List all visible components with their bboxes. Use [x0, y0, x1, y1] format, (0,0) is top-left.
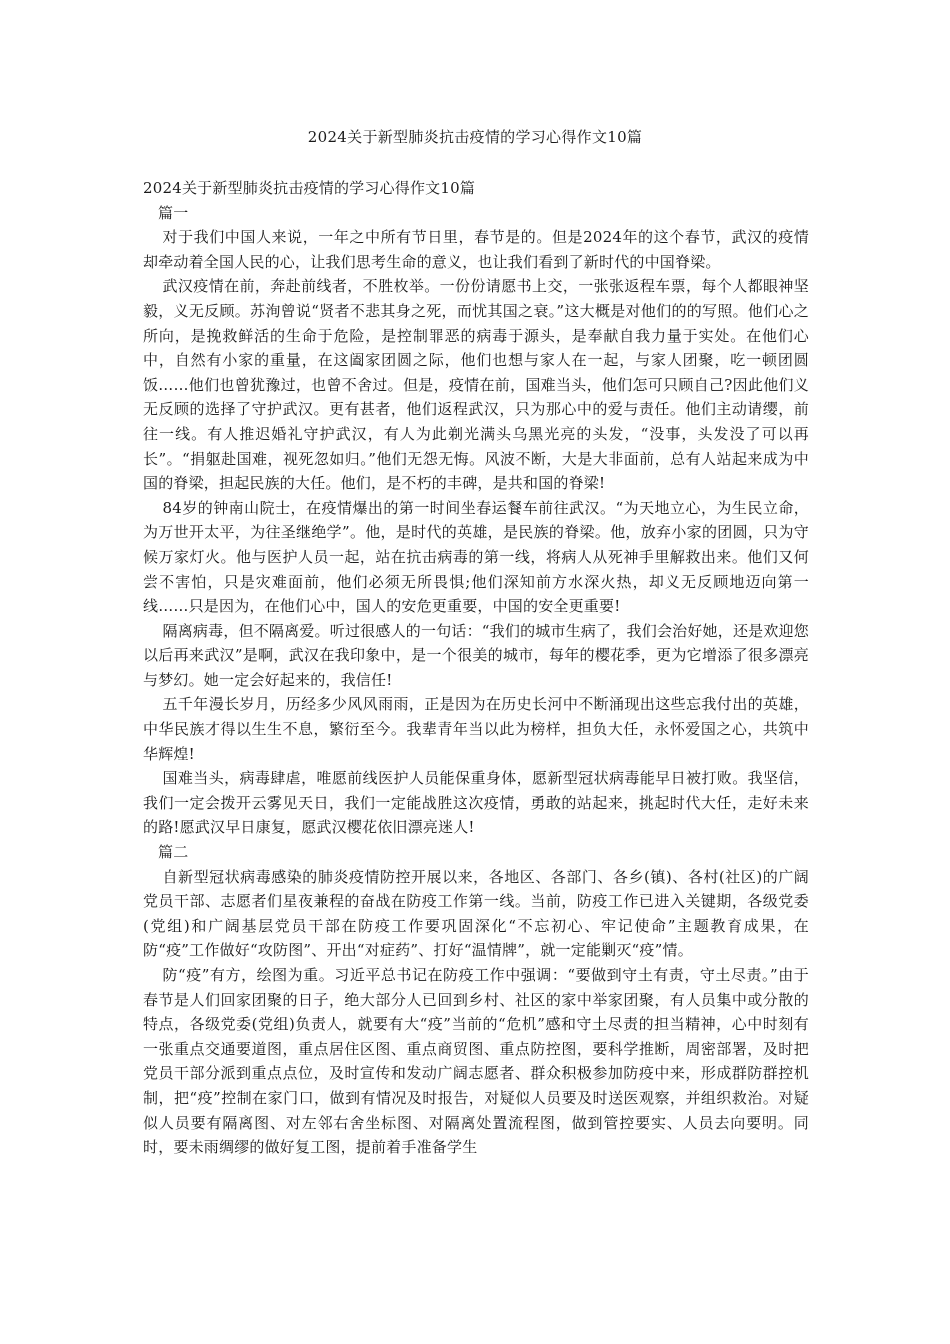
- paragraph: 防“疫”有方，绘图为重。习近平总书记在防疫工作中强调：“要做到守土有责，守土尽责。”由于春节是人们回家团聚的日子，绝大部分人已回到乡村、社区的家中举家团聚，有人员集中或分散的特点，各级党委(党组)负责人，就要有大“疫”当前的“危机”感和守土尽责的担当精神，心中时刻有一张重点交通要道图，重点居住区图、重点商贸图、重点防控图，要科学推断，周密部署，及时把党员干部分派到重点点位，及时宣传和发动广阔志愿者、群众积极参加防疫中来，形成群防群控机制，把“疫”控制在家门口，做到有情况及时报告，对疑似人员要及时送医观察，并组织救治。对疑似人员要有隔离图、对左邻右舍坐标图、对隔离处置流程图，做到管控要实、人员去向要明。同时，要未雨绸缪的做好复工图，提前着手准备学生: [143, 966, 809, 1157]
- document-body: [143, 176, 809, 1160]
- paragraph: 84岁的钟南山院士，在疫情爆出的第一时间坐春运餐车前往武汉。“为天地立心，为生民立命，为万世开太平，为往圣继绝学”。他，是时代的英雄，是民族的脊梁。他，放弃小家的团圆，只为守候万家灯火。他与医护人员一起，站在抗击病毒的第一线，将病人从死神手里解救出来。他们又何尝不害怕，只是灾难面前，他们必须无所畏惧;他们深知前方水深火热，却义无反顾地迈向第一线……只是因为，在他们心中，国人的安危更重要，中国的安全更重要!: [143, 498, 809, 616]
- paragraph: 国难当头，病毒肆虐，唯愿前线医护人员能保重身体，愿新型冠状病毒能早日被打败。我坚信，我们一定会拨开云雾见天日，我们一定能战胜这次疫情，勇敢的站起来，挑起时代大任，走好未来的路!愿武汉早日康复，愿武汉樱花依旧漂亮迷人!: [143, 769, 809, 837]
- paragraph: 自新型冠状病毒感染的肺炎疫情防控开展以来，各地区、各部门、各乡(镇)、各村(社区)的广阔党员干部、志愿者们星夜兼程的奋战在防疫工作第一线。当前，防疫工作已进入关键期，各级党委(党组)和广阔基层党员干部在防疫工作要巩固深化“不忘初心、牢记使命”主题教育成果，在防“疫”工作做好“攻防图”、开出“对症药”、打好“温情牌”，就一定能剿灭“疫”情。: [143, 867, 809, 960]
- paragraph: 五千年漫长岁月，历经多少风风雨雨，正是因为在历史长河中不断涌现出这些忘我付出的英雄，中华民族才得以生生不息，繁衍至今。我辈青年当以此为榜样，担负大任，永怀爱国之心，共筑中华辉煌!: [143, 695, 809, 763]
- document-subtitle: 2024关于新型肺炎抗击疫情的学习心得作文10篇: [143, 179, 476, 197]
- paragraph: 隔离病毒，但不隔离爱。听过很感人的一句话：“我们的城市生病了，我们会治好她，还是欢迎您以后再来武汉”是啊，武汉在我印象中，是一个很美的城市，每年的樱花季，更为它增添了很多漂亮与梦幻。她一定会好起来的，我信任!: [143, 621, 809, 689]
- section-heading: 篇二: [158, 843, 189, 862]
- paragraph: 对于我们中国人来说，一年之中所有节日里，春节是的。但是2024年的这个春节，武汉的疫情却牵动着全国人民的心，让我们思考生命的意义，也让我们看到了新时代的中国脊梁。: [143, 228, 809, 271]
- paragraph: 武汉疫情在前，奔赴前线者，不胜枚举。一份份请愿书上交，一张张返程车票，每个人都眼神坚毅，义无反顾。苏洵曾说“贤者不悲其身之死，而忧其国之衰。”这大概是对他们的的写照。他们心之所向，是挽救鲜活的生命于危险，是控制罪恶的病毒于源头，是奉献自我力量于实处。在他们心中，自然有小家的重量，在这阖家团圆之际，他们也想与家人在一起，与家人团聚，吃一顿团圆饭……他们也曾犹豫过，也曾不舍过。但是，疫情在前，国难当头，他们怎可只顾自己?因此他们义无反顾的选择了守护武汉。更有甚者，他们返程武汉，只为那心中的爱与责任。他们主动请缨，前往一线。有人推迟婚礼守护武汉，有人为此剃光满头乌黑光亮的头发，“没事，头发没了可以再长”。“捐躯赴国难，视死忽如归。”他们无怨无悔。风波不断，大是大非面前，总有人站起来成为中国的脊梁，担起民族的大任。他们，是不朽的丰碑，是共和国的脊梁!: [143, 277, 809, 493]
- document-title: 2024关于新型肺炎抗击疫情的学习心得作文10篇: [307, 128, 643, 146]
- section-heading: 篇一: [158, 203, 189, 222]
